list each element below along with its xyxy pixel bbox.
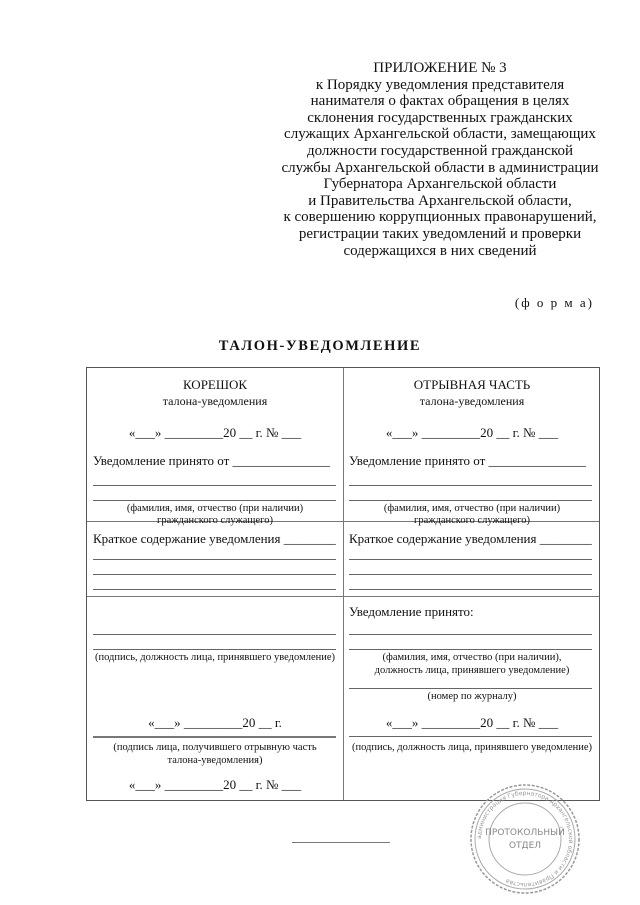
left-summary: Краткое содержание уведомления ________: [93, 531, 336, 546]
left-name-caption-1: (фамилия, имя, отчество (при наличии): [126, 503, 304, 514]
blank-line: [349, 500, 592, 501]
left-date-line-2: «___» _________20 __ г.: [148, 715, 282, 730]
header-line: регистрации таких уведомлений и проверки: [298, 225, 582, 242]
right-signature-caption: (подпись, должность лица, принявшего уведомление): [351, 742, 593, 753]
header-line: службы Архангельской области в администрации: [281, 159, 599, 176]
right-accepter-caption-2: должность лица, принявшего уведомление): [374, 665, 570, 676]
form-label: (ф о р м а): [514, 295, 594, 310]
right-heading: ОТРЫВНАЯ ЧАСТЬ: [413, 377, 531, 392]
left-signature-caption: (подпись, должность лица, принявшего уведомление): [94, 652, 336, 663]
right-name-caption-1: (фамилия, имя, отчество (при наличии): [383, 503, 561, 514]
right-date-line-2: «___» _________20 __ г. № ___: [385, 715, 559, 730]
right-accepted: Уведомление принято:: [349, 604, 474, 619]
signature-line: [349, 736, 592, 737]
blank-line: [93, 500, 336, 501]
left-receiver-caption-1: (подпись лица, получившего отрывную часть: [113, 742, 317, 753]
left-name-caption-2: гражданского служащего): [157, 515, 273, 526]
svg-text:администрация Губернатора Арха: администрация Губернатора Архангельской области и Правительства: [475, 789, 575, 889]
left-heading: КОРЕШОК: [182, 377, 248, 392]
row-divider: [87, 596, 599, 597]
blank-line: [349, 649, 592, 650]
signature-line: [292, 842, 390, 843]
blank-line: [93, 649, 336, 650]
left-received-from: Уведомление принято от _______________: [93, 453, 331, 468]
left-subheading: талона-уведомления: [162, 394, 268, 408]
header-line: должности государственной гражданской: [306, 142, 574, 159]
blank-line: [93, 589, 336, 590]
right-journal-caption: (номер по журналу): [427, 691, 517, 702]
blank-line: [93, 634, 336, 635]
header-line: к совершению коррупционных правонарушений,: [283, 209, 597, 226]
svg-text:ОТДЕЛ: ОТДЕЛ: [508, 841, 542, 851]
right-date-line: «___» _________20 __ г. № ___: [385, 425, 559, 440]
appendix-header: [270, 60, 610, 259]
blank-line: [93, 559, 336, 560]
official-stamp: [455, 783, 595, 895]
blank-line: [93, 574, 336, 575]
blank-line: [349, 589, 592, 590]
header-line: склонения государственных гражданских: [307, 109, 573, 126]
coupon-table: [86, 367, 600, 801]
blank-line: [349, 574, 592, 575]
header-line: служащих Архангельской области, замещающих: [284, 126, 596, 143]
left-date-line: «___» _________20 __ г. № ___: [128, 425, 302, 440]
header-line: и Правительства Архангельской области,: [308, 192, 572, 209]
blank-line: [349, 485, 592, 486]
journal-line: [349, 688, 592, 689]
blank-line: [93, 485, 336, 486]
header-line: нанимателя о фактах обращения в целях: [310, 93, 570, 110]
header-line: ПРИЛОЖЕНИЕ № 3: [373, 60, 507, 76]
right-received-from: Уведомление принято от _______________: [349, 453, 587, 468]
header-line: Губернатора Архангельской области: [323, 176, 557, 193]
right-summary: Краткое содержание уведомления ________: [349, 531, 592, 546]
header-line: к Порядку уведомления представителя: [315, 76, 565, 93]
right-subheading: талона-уведомления: [419, 394, 525, 408]
right-name-caption-2: гражданского служащего): [414, 515, 530, 526]
signature-line: [93, 736, 336, 738]
header-line: содержащихся в них сведений: [343, 242, 537, 259]
blank-line: [349, 634, 592, 635]
left-receiver-caption-2: талона-уведомления): [167, 755, 263, 766]
right-accepter-caption-1: (фамилия, имя, отчество (при наличии),: [382, 652, 562, 663]
blank-line: [349, 559, 592, 560]
document-title: ТАЛОН-УВЕДОМЛЕНИЕ: [218, 338, 422, 354]
svg-text:ПРОТОКОЛЬНЫЙ: ПРОТОКОЛЬНЫЙ: [485, 828, 565, 838]
left-date-line-3: «___» _________20 __ г. № ___: [128, 777, 302, 792]
